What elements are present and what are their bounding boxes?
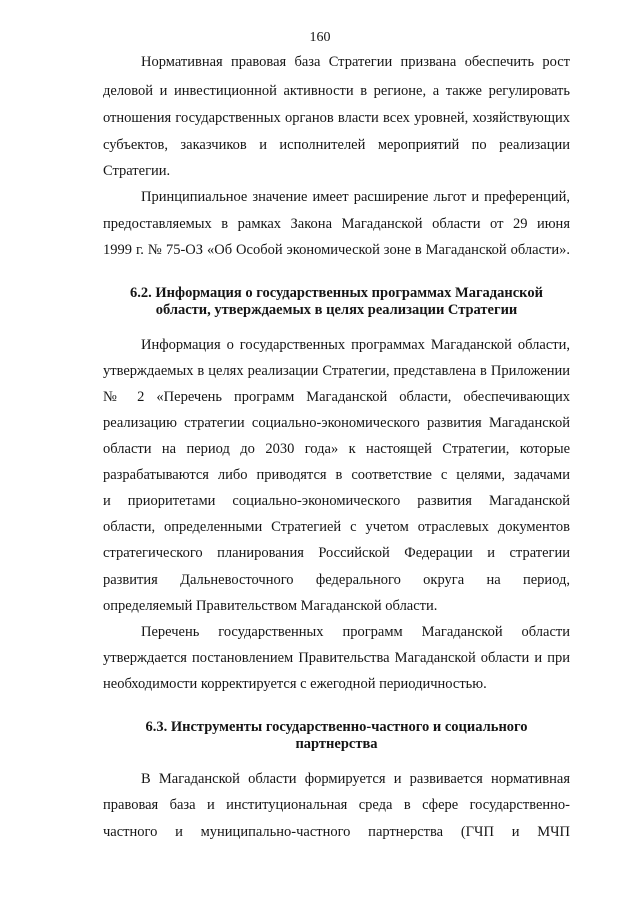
page-number: 160 bbox=[309, 30, 331, 45]
paragraph-line: № 2 «Перечень программ Магаданской области, обеспечивающих bbox=[103, 389, 570, 405]
paragraph-line: предоставляемых в рамках Закона Магаданской области от 29 июня bbox=[103, 216, 570, 232]
paragraph-line: Стратегии. bbox=[103, 163, 171, 179]
paragraph-line: деловой и инвестиционной активности в регионе, а также регулировать bbox=[103, 83, 570, 99]
paragraph-line: 1999 г. № 75-ОЗ «Об Особой экономической зоне в Магаданской области». bbox=[103, 242, 570, 258]
section-heading-6-2-line1: 6.2. Информация о государственных программах Магаданской bbox=[130, 285, 543, 301]
paragraph-line: субъектов, заказчиков и исполнителей мероприятий по реализации bbox=[103, 137, 570, 153]
section-heading-6-3-line2: партнерства bbox=[295, 736, 378, 752]
paragraph-line: необходимости корректируется с ежегодной периодичностью. bbox=[103, 676, 487, 692]
paragraph-line: Перечень государственных программ Магаданской области bbox=[141, 624, 570, 640]
paragraph-line: и приоритетами социально-экономического развития Магаданской bbox=[103, 493, 570, 509]
paragraph-line: стратегического планирования Российской Федерации и стратегии bbox=[103, 545, 570, 561]
paragraph-line: утверждаемых в целях реализации Стратегии, представлена в Приложении bbox=[103, 363, 570, 379]
paragraph-line: частного и муниципально-частного партнерства (ГЧП и МЧП bbox=[103, 824, 570, 840]
paragraph-line: области, определенными Стратегией с учетом отраслевых документов bbox=[103, 519, 570, 535]
paragraph-line: Принципиальное значение имеет расширение льгот и преференций, bbox=[141, 189, 570, 205]
paragraph-line: области на период до 2030 года» к настоящей Стратегии, которые bbox=[103, 441, 570, 457]
paragraph-line: определяемый Правительством Магаданской области. bbox=[103, 598, 438, 614]
paragraph-line: реализацию стратегии социально-экономического развития Магаданской bbox=[103, 415, 570, 431]
paragraph-line: В Магаданской области формируется и развивается нормативная bbox=[141, 771, 570, 787]
paragraph-line: разрабатываются либо приводятся в соответствие с целями, задачами bbox=[103, 467, 570, 483]
paragraph-line: Нормативная правовая база Стратегии призвана обеспечить рост bbox=[141, 54, 570, 70]
paragraph-line: развития Дальневосточного федерального округа на период, bbox=[103, 572, 570, 588]
paragraph-line: отношения государственных органов власти всех уровней, хозяйствующих bbox=[103, 110, 570, 126]
section-heading-6-2-line2: области, утверждаемых в целях реализации Стратегии bbox=[155, 302, 518, 318]
paragraph-line: Информация о государственных программах Магаданской области, bbox=[141, 337, 570, 353]
paragraph-line: правовая база и институциональная среда в сфере государственно- bbox=[103, 797, 570, 813]
section-heading-6-3-line1: 6.3. Инструменты государственно-частного и социального bbox=[145, 719, 528, 735]
paragraph-line: утверждается постановлением Правительства Магаданской области и при bbox=[103, 650, 570, 666]
